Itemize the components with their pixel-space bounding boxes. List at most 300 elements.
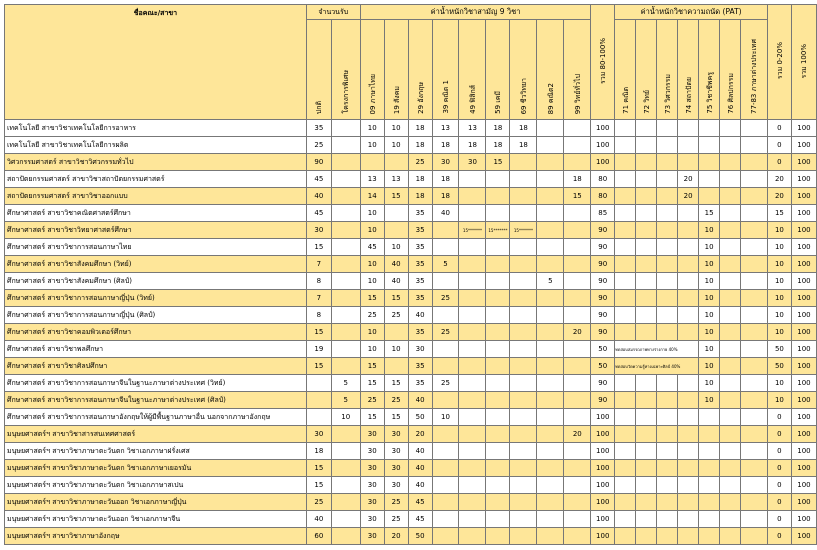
value-cell (510, 239, 537, 256)
value-cell: 40 (432, 205, 459, 222)
value-cell (657, 171, 678, 188)
value-cell (331, 239, 360, 256)
table-row (5, 511, 817, 528)
col-header-math2: 89 คณิต2 (537, 20, 564, 120)
value-cell (459, 171, 486, 188)
value-cell: 30 (432, 154, 459, 171)
value-cell (720, 222, 741, 239)
value-cell (459, 324, 486, 341)
value-cell (741, 273, 768, 290)
value-cell: 10 (699, 324, 720, 341)
value-cell: 30 (360, 460, 384, 477)
value-cell (537, 137, 564, 154)
value-cell (384, 205, 408, 222)
table-row (5, 205, 817, 222)
value-cell: 35 (408, 290, 432, 307)
value-cell (678, 290, 699, 307)
value-cell: 15 (384, 290, 408, 307)
value-cell: 10 (767, 239, 791, 256)
table-row (5, 358, 817, 375)
value-cell: 100 (791, 239, 816, 256)
value-cell (741, 171, 768, 188)
value-cell (720, 477, 741, 494)
value-cell (564, 392, 591, 409)
value-cell (699, 409, 720, 426)
value-cell: 18 (510, 137, 537, 154)
value-cell (537, 392, 564, 409)
value-cell (510, 409, 537, 426)
value-cell (486, 290, 510, 307)
value-cell: 13 (459, 120, 486, 137)
value-cell: 13 (432, 120, 459, 137)
value-cell: 90 (591, 256, 615, 273)
value-cell: 5 (331, 392, 360, 409)
value-cell (510, 511, 537, 528)
value-cell: 10 (384, 120, 408, 137)
value-cell (636, 307, 657, 324)
col-header-pat-teaching: 75 วิชาชีพครู (699, 20, 720, 120)
program-name-cell: มนุษยศาสตร์ฯ สาขาวิชาภาษาตะวันตก วิชาเอกภาษาฝรั่งเศส (5, 443, 307, 460)
value-cell (615, 171, 636, 188)
value-cell (636, 426, 657, 443)
value-cell: 35 (408, 239, 432, 256)
value-cell (657, 205, 678, 222)
value-cell (657, 409, 678, 426)
note-cell: ทดสอบวัดความรู้ทางเฉพาะศิลป์ 40% (615, 358, 699, 375)
value-cell (720, 273, 741, 290)
value-cell (741, 205, 768, 222)
value-cell (486, 511, 510, 528)
value-cell: 15******* (510, 222, 537, 239)
value-cell: 100 (791, 256, 816, 273)
value-cell (678, 154, 699, 171)
table-row (5, 494, 817, 511)
value-cell (615, 511, 636, 528)
program-name-cell: ศึกษาศาสตร์ สาขาวิชาคณิตศาสตร์ศึกษา (5, 205, 307, 222)
program-name-cell: ศึกษาศาสตร์ สาขาวิชาการสอนภาษาจีนในฐานะภาษาต่างประเทศ (วิทย์) (5, 375, 307, 392)
table-row (5, 307, 817, 324)
value-cell (699, 443, 720, 460)
value-cell (636, 324, 657, 341)
value-cell: 20 (767, 188, 791, 205)
value-cell (657, 443, 678, 460)
value-cell (636, 154, 657, 171)
value-cell (537, 188, 564, 205)
value-cell (564, 154, 591, 171)
value-cell (699, 511, 720, 528)
value-cell (459, 460, 486, 477)
value-cell (306, 392, 331, 409)
value-cell (459, 273, 486, 290)
value-cell (486, 528, 510, 545)
program-name-cell: มนุษยศาสตร์ฯ สาขาวิชาภาษาอังกฤษ (5, 528, 307, 545)
value-cell (537, 528, 564, 545)
value-cell: 40 (408, 443, 432, 460)
value-cell (432, 511, 459, 528)
value-cell (741, 222, 768, 239)
value-cell: 8 (306, 273, 331, 290)
col-header-pat-arts: 76 ศิลปกรรม (720, 20, 741, 120)
value-cell (720, 426, 741, 443)
value-cell: 5 (432, 256, 459, 273)
pat-group-header: ค่าน้ำหนักวิชาความถนัด (PAT) (615, 5, 768, 20)
value-cell (537, 426, 564, 443)
value-cell (510, 375, 537, 392)
value-cell: 18 (432, 171, 459, 188)
value-cell (741, 188, 768, 205)
table-row (5, 171, 817, 188)
value-cell: 90 (591, 290, 615, 307)
value-cell (615, 154, 636, 171)
value-cell: 25 (360, 307, 384, 324)
value-cell: 18 (408, 120, 432, 137)
value-cell (615, 137, 636, 154)
value-cell (741, 375, 768, 392)
value-cell: 40 (408, 460, 432, 477)
value-cell: 8 (306, 307, 331, 324)
value-cell: 15 (360, 409, 384, 426)
quota-header: จำนวนรับ (306, 5, 360, 20)
value-cell: 100 (791, 528, 816, 545)
value-cell (432, 477, 459, 494)
value-cell: 0 (767, 426, 791, 443)
value-cell (657, 460, 678, 477)
program-name-cell: ศึกษาศาสตร์ สาขาวิชาการสอนภาษาจีนในฐานะภาษาต่างประเทศ (ศิลป์) (5, 392, 307, 409)
value-cell (699, 528, 720, 545)
value-cell (510, 426, 537, 443)
value-cell (331, 511, 360, 528)
value-cell: 18 (408, 188, 432, 205)
value-cell: 100 (591, 443, 615, 460)
value-cell: 30 (384, 460, 408, 477)
value-cell (360, 154, 384, 171)
value-cell (510, 494, 537, 511)
table-row (5, 426, 817, 443)
value-cell: 20 (767, 171, 791, 188)
value-cell (720, 375, 741, 392)
value-cell: 40 (408, 392, 432, 409)
value-cell (657, 324, 678, 341)
value-cell: 10 (384, 137, 408, 154)
col-header-sum-100: รวม 100% (791, 5, 816, 120)
value-cell: 45 (408, 511, 432, 528)
value-cell (331, 256, 360, 273)
value-cell: 25 (384, 494, 408, 511)
value-cell (699, 188, 720, 205)
value-cell (657, 222, 678, 239)
value-cell (657, 154, 678, 171)
value-cell (720, 409, 741, 426)
value-cell (678, 511, 699, 528)
value-cell (678, 137, 699, 154)
value-cell: 15 (486, 154, 510, 171)
col-header-physics: 49 ฟิสิกส์ (459, 20, 486, 120)
value-cell (720, 137, 741, 154)
value-cell: 100 (591, 426, 615, 443)
value-cell (636, 273, 657, 290)
value-cell: 0 (767, 154, 791, 171)
col-header-pat-math: 71 คณิต (615, 20, 636, 120)
value-cell: 10 (699, 375, 720, 392)
program-name-cell: สถาปัตยกรรมศาสตร์ สาขาวิชาออกแบบ (5, 188, 307, 205)
program-name-cell: มนุษยศาสตร์ฯ สาขาวิชาภาษาตะวันออก วิชาเอกภาษาญี่ปุ่น (5, 494, 307, 511)
value-cell (657, 392, 678, 409)
value-cell (636, 222, 657, 239)
value-cell: 80 (591, 171, 615, 188)
value-cell: 30 (384, 477, 408, 494)
value-cell (678, 409, 699, 426)
value-cell (720, 494, 741, 511)
value-cell: 30 (384, 426, 408, 443)
value-cell (432, 358, 459, 375)
table-row (5, 120, 817, 137)
value-cell (636, 409, 657, 426)
value-cell (720, 511, 741, 528)
value-cell: 20 (678, 171, 699, 188)
value-cell: 30 (360, 511, 384, 528)
program-name-cell: ศึกษาศาสตร์ สาขาวิชาการสอนภาษาอังกฤษให้ผู้มีพื้นฐานภาษาอื่น นอกจากภาษาอังกฤษ (5, 409, 307, 426)
value-cell: 50 (591, 341, 615, 358)
value-cell: 100 (791, 511, 816, 528)
value-cell (657, 426, 678, 443)
value-cell (564, 290, 591, 307)
value-cell: 15 (360, 358, 384, 375)
value-cell (510, 307, 537, 324)
value-cell: 30 (384, 443, 408, 460)
value-cell (699, 460, 720, 477)
value-cell: 100 (591, 137, 615, 154)
value-cell (678, 324, 699, 341)
value-cell: 100 (791, 290, 816, 307)
value-cell (537, 511, 564, 528)
value-cell (615, 222, 636, 239)
value-cell: 15 (306, 358, 331, 375)
value-cell (486, 205, 510, 222)
gat-group-header: ค่าน้ำหนักวิชาสามัญ 9 วิชา (360, 5, 591, 20)
value-cell: 18 (459, 137, 486, 154)
value-cell: 10 (360, 256, 384, 273)
note-cell: ทดสอบสมรรถภาพทางร่างกาย 40% (615, 341, 699, 358)
value-cell (331, 528, 360, 545)
value-cell (678, 528, 699, 545)
value-cell (331, 341, 360, 358)
value-cell: 30 (459, 154, 486, 171)
value-cell (636, 392, 657, 409)
value-cell (331, 137, 360, 154)
value-cell: 20 (564, 324, 591, 341)
value-cell (615, 239, 636, 256)
value-cell: 15 (384, 375, 408, 392)
value-cell (678, 256, 699, 273)
value-cell (741, 341, 768, 358)
value-cell (741, 154, 768, 171)
value-cell: 10 (360, 137, 384, 154)
value-cell (384, 324, 408, 341)
value-cell (537, 477, 564, 494)
value-cell: 100 (791, 477, 816, 494)
value-cell: 50 (408, 409, 432, 426)
value-cell: 0 (767, 528, 791, 545)
value-cell: 100 (591, 460, 615, 477)
table-row (5, 154, 817, 171)
value-cell: 0 (767, 120, 791, 137)
table-row (5, 460, 817, 477)
value-cell (741, 290, 768, 307)
value-cell (306, 375, 331, 392)
value-cell: 35 (408, 375, 432, 392)
value-cell: 15 (306, 239, 331, 256)
value-cell (459, 205, 486, 222)
value-cell: 0 (767, 409, 791, 426)
value-cell: 30 (360, 443, 384, 460)
table-row (5, 290, 817, 307)
value-cell: 35 (408, 222, 432, 239)
value-cell: 10 (699, 392, 720, 409)
value-cell: 100 (791, 443, 816, 460)
value-cell: 7 (306, 290, 331, 307)
value-cell (699, 137, 720, 154)
value-cell (636, 171, 657, 188)
value-cell: 10 (699, 239, 720, 256)
value-cell (615, 426, 636, 443)
value-cell: 0 (767, 443, 791, 460)
value-cell (636, 188, 657, 205)
col-header-math1: 39 คณิต 1 (432, 20, 459, 120)
value-cell (486, 239, 510, 256)
value-cell (741, 511, 768, 528)
value-cell: 5 (537, 273, 564, 290)
value-cell (615, 188, 636, 205)
value-cell (636, 205, 657, 222)
value-cell: 25 (432, 290, 459, 307)
program-name-cell: มนุษยศาสตร์ฯ สาขาวิชาภาษาตะวันตก วิชาเอกภาษาสเปน (5, 477, 307, 494)
program-name-cell: ศึกษาศาสตร์ สาขาวิชาสังคมศึกษา (วิทย์) (5, 256, 307, 273)
value-cell: 0 (767, 477, 791, 494)
value-cell (510, 171, 537, 188)
value-cell (741, 307, 768, 324)
value-cell (537, 307, 564, 324)
value-cell (432, 392, 459, 409)
value-cell (741, 120, 768, 137)
value-cell (699, 494, 720, 511)
value-cell: 0 (767, 494, 791, 511)
table-row (5, 239, 817, 256)
value-cell: 0 (767, 460, 791, 477)
program-name-cell: สถาปัตยกรรมศาสตร์ สาขาวิชาสถาปัตยกรรมศาสตร์ (5, 171, 307, 188)
value-cell (459, 307, 486, 324)
value-cell (564, 375, 591, 392)
value-cell (537, 375, 564, 392)
value-cell (741, 137, 768, 154)
program-name-cell: มนุษยศาสตร์ฯ สาขาวิชาภาษาตะวันตก วิชาเอกภาษาเยอรมัน (5, 460, 307, 477)
value-cell (432, 494, 459, 511)
name-header: ชื่อคณะ/สาขา (5, 5, 307, 120)
value-cell (564, 460, 591, 477)
value-cell: 15 (360, 375, 384, 392)
value-cell (720, 205, 741, 222)
value-cell (678, 239, 699, 256)
value-cell: 10 (360, 120, 384, 137)
value-cell (741, 324, 768, 341)
value-cell: 10 (331, 409, 360, 426)
value-cell: 10 (699, 256, 720, 273)
value-cell (486, 460, 510, 477)
value-cell (657, 494, 678, 511)
value-cell (384, 154, 408, 171)
value-cell: 20 (678, 188, 699, 205)
value-cell (537, 239, 564, 256)
value-cell: 7 (306, 256, 331, 273)
col-header-general-science: 99 วิทย์ทั่วไป (564, 20, 591, 120)
value-cell: 14 (360, 188, 384, 205)
value-cell: 10 (767, 222, 791, 239)
value-cell (636, 137, 657, 154)
value-cell (510, 341, 537, 358)
value-cell (678, 375, 699, 392)
value-cell: 45 (360, 239, 384, 256)
value-cell: 100 (591, 120, 615, 137)
value-cell: 100 (791, 307, 816, 324)
table-row (5, 324, 817, 341)
value-cell (615, 409, 636, 426)
value-cell: 10 (432, 409, 459, 426)
value-cell (564, 273, 591, 290)
value-cell (741, 358, 768, 375)
value-cell (331, 324, 360, 341)
value-cell: 10 (360, 324, 384, 341)
value-cell (564, 494, 591, 511)
value-cell (432, 222, 459, 239)
value-cell (657, 375, 678, 392)
table-row (5, 188, 817, 205)
value-cell (657, 528, 678, 545)
value-cell (331, 443, 360, 460)
value-cell (564, 239, 591, 256)
value-cell (486, 494, 510, 511)
value-cell: 10 (699, 358, 720, 375)
value-cell (331, 460, 360, 477)
value-cell: 100 (791, 358, 816, 375)
value-cell (636, 120, 657, 137)
value-cell (432, 426, 459, 443)
program-name-cell: ศึกษาศาสตร์ สาขาวิชาคอมพิวเตอร์ศึกษา (5, 324, 307, 341)
value-cell (486, 324, 510, 341)
col-header-pat-science: 72 วิทย์ (636, 20, 657, 120)
value-cell: 90 (306, 154, 331, 171)
program-name-cell: ศึกษาศาสตร์ สาขาวิชาการสอนภาษาญี่ปุ่น (วิทย์) (5, 290, 307, 307)
value-cell: 15 (306, 324, 331, 341)
value-cell: 30 (408, 341, 432, 358)
program-name-cell: เทคโนโลยี สาขาวิชาเทคโนโลยีการผลิต (5, 137, 307, 154)
value-cell: 30 (360, 426, 384, 443)
value-cell (537, 222, 564, 239)
value-cell (741, 477, 768, 494)
value-cell (459, 256, 486, 273)
value-cell (699, 120, 720, 137)
value-cell (564, 222, 591, 239)
value-cell: 15 (306, 477, 331, 494)
value-cell: 10 (699, 222, 720, 239)
value-cell: 15 (384, 188, 408, 205)
value-cell (636, 290, 657, 307)
value-cell (678, 307, 699, 324)
value-cell (331, 290, 360, 307)
value-cell (486, 375, 510, 392)
value-cell (615, 307, 636, 324)
value-cell (432, 341, 459, 358)
table-row (5, 443, 817, 460)
value-cell (678, 222, 699, 239)
